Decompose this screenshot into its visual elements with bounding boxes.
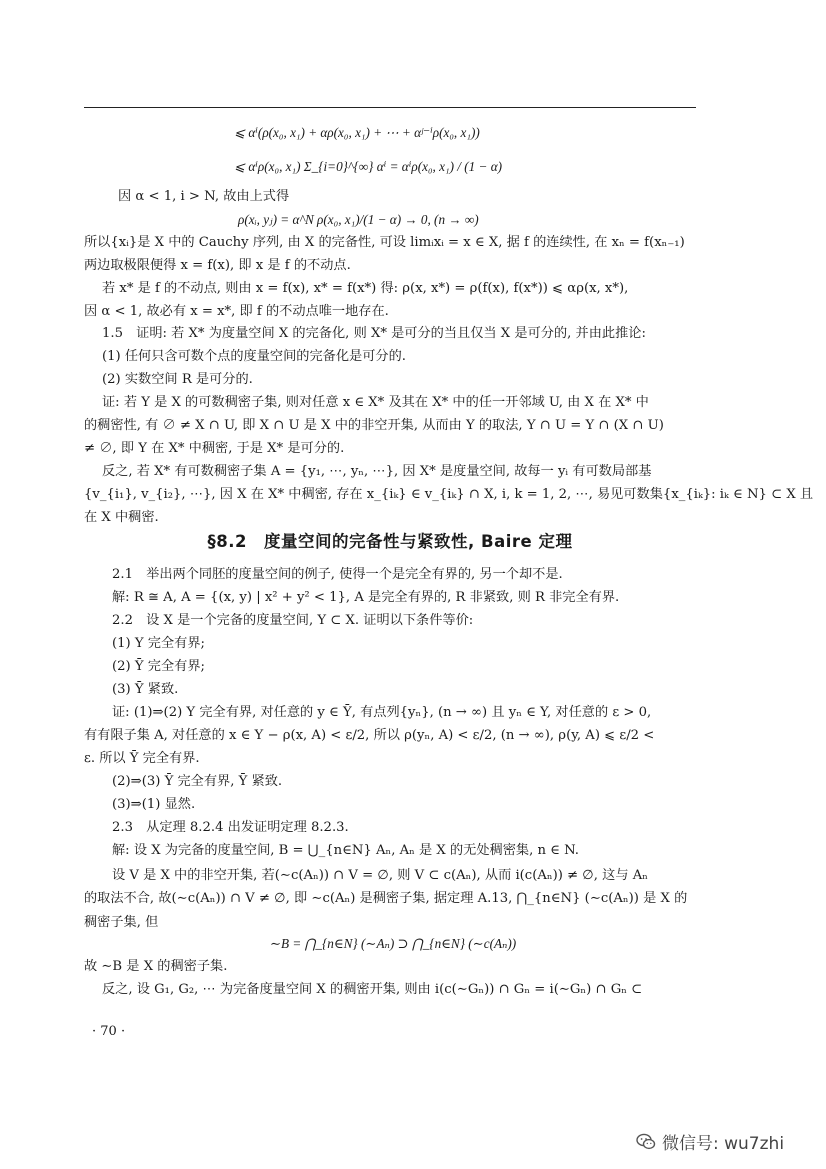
text-line: 因 α < 1, 故必有 x = x*, 即 f 的不动点唯一地存在.	[84, 304, 389, 319]
text-line: 证: 若 Y 是 X 的可数稠密子集, 则对任意 x ∈ X* 及其在 X* 中的任一开邻域 U, 由 X 在 X* 中	[102, 395, 649, 410]
text-line: 因 α < 1, i > N, 故由上式得	[118, 189, 290, 204]
text-line: 设 V 是 X 中的非空开集, 若(∼c(Aₙ)) ∩ V = ∅, 则 V ⊂ c(Aₙ), 从而 i(c(Aₙ)) ≠ ∅, 这与 Aₙ	[112, 868, 648, 883]
text-line: (2) 实数空间 R 是可分的.	[102, 372, 253, 387]
wechat-icon	[636, 1133, 656, 1151]
text-line: 的稠密性, 有 ∅ ≠ X ∩ U, 即 X ∩ U 是 X 中的非空开集, 从而由 Y 的取法, Y ∩ U = Y ∩ (X ∩ U)	[84, 418, 664, 433]
exercise-2-3: 2.3 从定理 8.2.4 出发证明定理 8.2.3.	[112, 820, 349, 835]
text-line: 两边取极限便得 x = f(x), 即 x 是 f 的不动点.	[84, 258, 351, 273]
page-number: · 70 ·	[92, 1024, 126, 1039]
text-line: (3)⇒(1) 显然.	[112, 797, 196, 812]
text-line: (2)⇒(3) Ȳ 完全有界, Ȳ 紧致.	[112, 774, 283, 789]
text-line: 故 ∼B 是 X 的稠密子集.	[84, 959, 228, 974]
exercise-2-1: 2.1 举出两个同胚的度量空间的例子, 使得一个是完全有界的, 另一个却不是.	[112, 567, 563, 582]
section-heading: §8.2 度量空间的完备性与紧致性, Baire 定理	[207, 532, 573, 551]
text-line: (3) Ȳ 紧致.	[112, 682, 179, 697]
eq-line-4: ∼B = ⋂_{n∈N} (∼Aₙ) ⊃ ⋂_{n∈N} (∼c(Aₙ))	[270, 936, 517, 951]
text-line: {v_{i₁}, v_{i₂}, ⋯}, 因 X 在 X* 中稠密, 存在 x_{iₖ} ∈ v_{iₖ} ∩ X, i, k = 1, 2, ⋯, 易见可数集{x_{iₖ}: iₖ ∈ N} ⊂ X 且	[84, 487, 814, 502]
text-line: 有有限子集 A, 对任意的 x ∈ Y − ρ(x, A) < ε/2, 所以 ρ(yₙ, A) < ε/2, (n → ∞), ρ(y, A) ⩽ ε/2 <	[84, 728, 655, 743]
watermark	[636, 1129, 784, 1154]
text-line: 稠密子集, 但	[84, 915, 159, 930]
text-line: (1) 任何只含可数个点的度量空间的完备化是可分的.	[102, 349, 406, 364]
watermark-text: 微信号: wu7zhi	[662, 1134, 785, 1154]
text-line: 所以{xᵢ}是 X 中的 Cauchy 序列, 由 X 的完备性, 可设 limᵢxᵢ = x ∈ X, 据 f 的连续性, 在 xₙ = f(xₙ₋₁)	[84, 235, 685, 250]
header-rule	[84, 107, 696, 108]
text-line: 在 X 中稠密.	[84, 510, 159, 525]
text-line: ≠ ∅, 即 Y 在 X* 中稠密, 于是 X* 是可分的.	[84, 441, 345, 456]
exercise-1-5: 1.5 证明: 若 X* 为度量空间 X 的完备化, 则 X* 是可分的当且仅当 X 是可分的, 并由此推论:	[102, 326, 646, 341]
text-line: 的取法不合, 故(∼c(Aₙ)) ∩ V ≠ ∅, 即 ∼c(Aₙ) 是稠密子集, 据定理 A.13, ⋂_{n∈N} (∼c(Aₙ)) 是 X 的	[84, 891, 688, 906]
text-line: (2) Ȳ 完全有界;	[112, 659, 205, 674]
text-line: (1) Y 完全有界;	[112, 636, 205, 651]
text-line: 反之, 若 X* 有可数稠密子集 A = {y₁, ⋯, yₙ, ⋯}, 因 X* 是度量空间, 故每一 yᵢ 有可数局部基	[102, 464, 652, 479]
eq-line-2: ⩽ αⁱρ(x₀, x₁) Σ_{i=0}^{∞} αⁱ = αⁱρ(x₀, x₁) / (1 − α)	[234, 159, 503, 174]
text-line: 解: R ≅ A, A = {(x, y) | x² + y² < 1}, A 是完全有界的, R 非紧致, 则 R 非完全有界.	[112, 590, 620, 605]
eq-line-1: ⩽ αⁱ(ρ(x₀, x₁) + αρ(x₀, x₁) + ⋯ + αʲ⁻ⁱρ(x₀, x₁))	[234, 125, 480, 140]
text-line: 反之, 设 G₁, G₂, ⋯ 为完备度量空间 X 的稠密开集, 则由 i(c(∼Gₙ)) ∩ Gₙ = i(∼Gₙ) ∩ Gₙ ⊂	[102, 982, 643, 997]
eq-line-3: ρ(xᵢ, yⱼ) = α^N ρ(x₀, x₁)/(1 − α) → 0, (n → ∞)	[238, 212, 479, 227]
text-line: 证: (1)⇒(2) Y 完全有界, 对任意的 y ∈ Ȳ, 有点列{yₙ}, (n → ∞) 且 yₙ ∈ Y, 对任意的 ε > 0,	[112, 705, 652, 720]
exercise-2-2: 2.2 设 X 是一个完备的度量空间, Y ⊂ X. 证明以下条件等价:	[112, 613, 474, 628]
text-line: 若 x* 是 f 的不动点, 则由 x = f(x), x* = f(x*) 得: ρ(x, x*) = ρ(f(x), f(x*)) ⩽ αρ(x, x*),	[102, 281, 629, 296]
text-line: 解: 设 X 为完备的度量空间, B = ⋃_{n∈N} Aₙ, Aₙ 是 X 的无处稠密集, n ∈ N.	[112, 843, 579, 858]
text-line: ε. 所以 Ȳ 完全有界.	[84, 751, 200, 766]
